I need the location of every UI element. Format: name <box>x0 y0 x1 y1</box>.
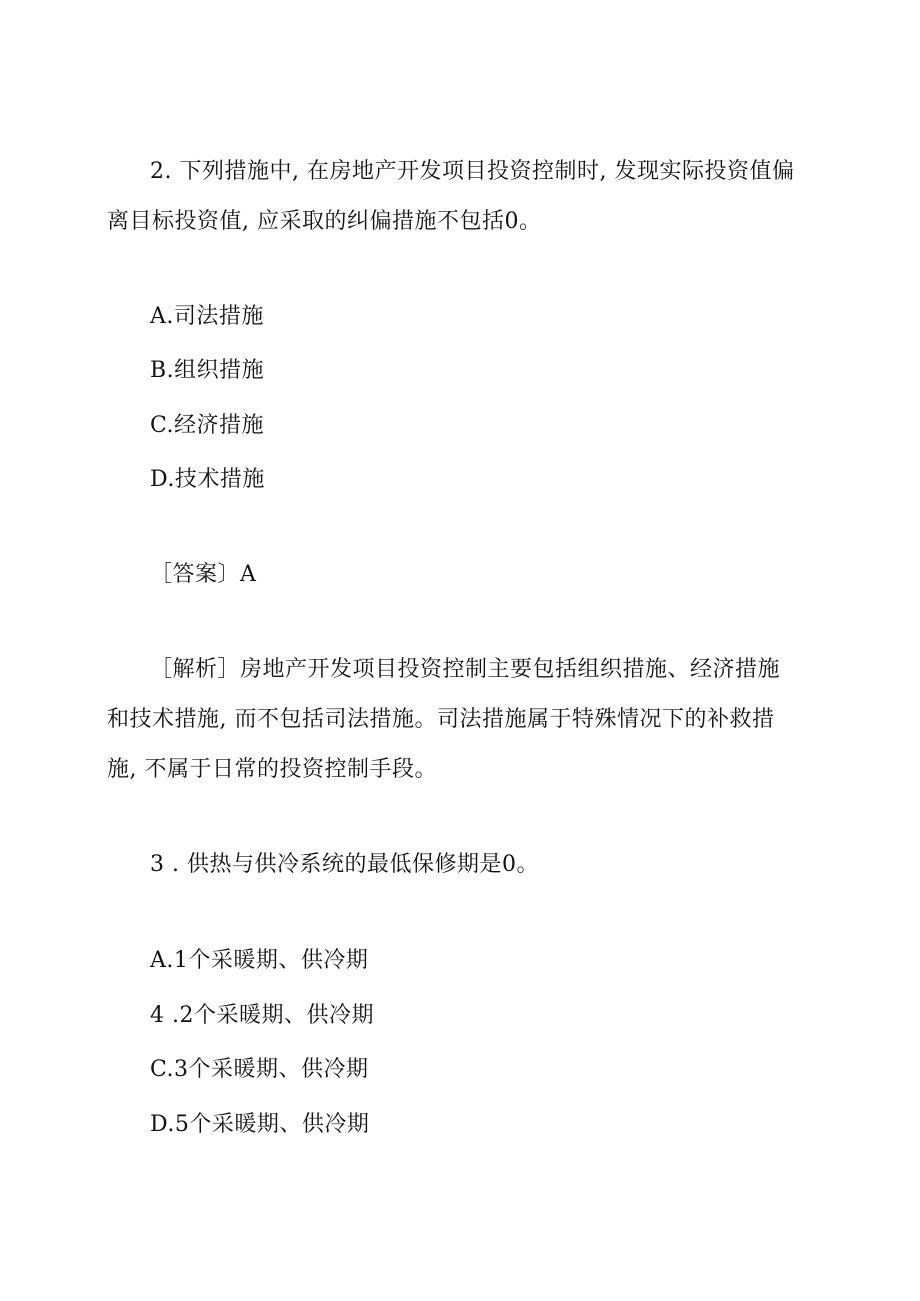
question-2-analysis-line-1: ［解析］房地产开发项目投资控制主要包括组织措施、经济措施 <box>150 657 781 682</box>
question-2-stem-line-1: 2. 下列措施中, 在房地产开发项目投资控制时, 发现实际投资值偏 <box>150 159 795 184</box>
question-3-option-a: A.1个采暖期、供冷期 <box>150 948 369 973</box>
question-2-analysis-line-3: 施, 不属于日常的投资控制手段。 <box>107 757 437 782</box>
question-3-stem-line-1: 3 . 供热与供冷系统的最低保修期是0。 <box>150 852 539 877</box>
question-3-option-c: C.3个采暖期、供冷期 <box>150 1057 369 1082</box>
question-2-stem-line-2: 离目标投资值, 应采取的纠偏措施不包括0。 <box>107 209 542 234</box>
question-3-option-d: D.5个采暖期、供冷期 <box>150 1112 370 1137</box>
question-3-option-b: 4 .2个采暖期、供冷期 <box>150 1003 374 1028</box>
question-2-option-c: C.经济措施 <box>150 413 265 438</box>
question-2-option-b: B.组织措施 <box>150 358 265 383</box>
question-2-option-d: D.技术措施 <box>150 467 265 492</box>
question-2-answer: ［答案〕A <box>150 562 257 587</box>
question-2-option-a: A.司法措施 <box>150 304 264 329</box>
question-2-analysis-line-2: 和技术措施, 而不包括司法措施。司法措施属于特殊情况下的补救措 <box>107 707 775 732</box>
